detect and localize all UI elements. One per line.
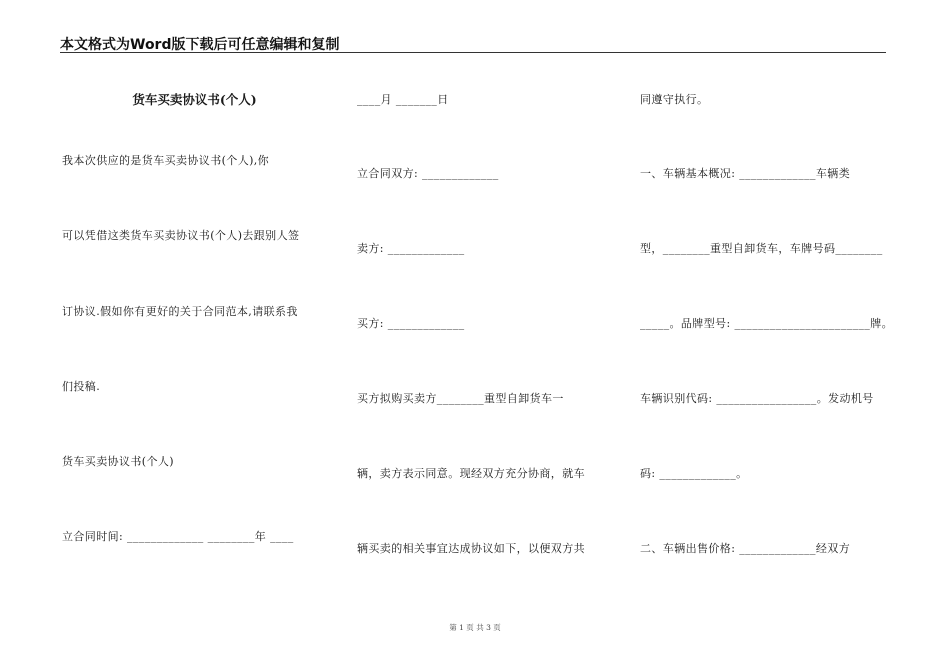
text-line: ____月 _______日 xyxy=(357,93,449,106)
text-line: 车辆识别代码: _________________。发动机号 xyxy=(640,392,874,405)
document-title: 货车买卖协议书(个人) xyxy=(132,92,257,107)
text-line: 码: _____________。 xyxy=(640,467,748,480)
column-3 xyxy=(640,0,894,672)
text-line: 我本次供应的是货车买卖协议书(个人),你 xyxy=(62,154,270,167)
text-line: 货车买卖协议书(个人) xyxy=(62,455,174,468)
text-line: 型，________重型自卸货车，车牌号码________ xyxy=(640,242,883,255)
text-line: 可以凭借这类货车买卖协议书(个人)去跟别人签 xyxy=(62,229,300,242)
text-line: 辆，卖方表示同意。现经双方充分协商，就车 xyxy=(357,467,585,480)
column-1 xyxy=(62,0,327,672)
text-line: 买方: _____________ xyxy=(357,317,465,330)
text-line: 们投稿. xyxy=(62,380,101,393)
text-line: 买方拟购买卖方________重型自卸货车一 xyxy=(357,392,564,405)
document-header: 本文格式为Word版下载后可任意编辑和复制 xyxy=(60,37,340,53)
text-line: 一、车辆基本概况: _____________车辆类 xyxy=(640,167,851,180)
text-line: 辆买卖的相关事宜达成协议如下，以便双方共 xyxy=(357,542,585,555)
text-line: 同遵守执行。 xyxy=(640,93,709,106)
text-line: 立合同双方: _____________ xyxy=(357,167,499,180)
text-line: 立合同时间: _____________ ________年 ____ xyxy=(62,530,294,543)
text-line: 二、车辆出售价格: _____________经双方 xyxy=(640,542,851,555)
text-line: _____。品牌型号: _______________________牌。 xyxy=(640,317,894,330)
text-line: 卖方: _____________ xyxy=(357,242,465,255)
column-2 xyxy=(357,0,604,672)
page-footer: 第 1 页 共 3 页 xyxy=(449,623,501,632)
text-line: 订协议.假如你有更好的关于合同范本,请联系我 xyxy=(62,305,298,318)
